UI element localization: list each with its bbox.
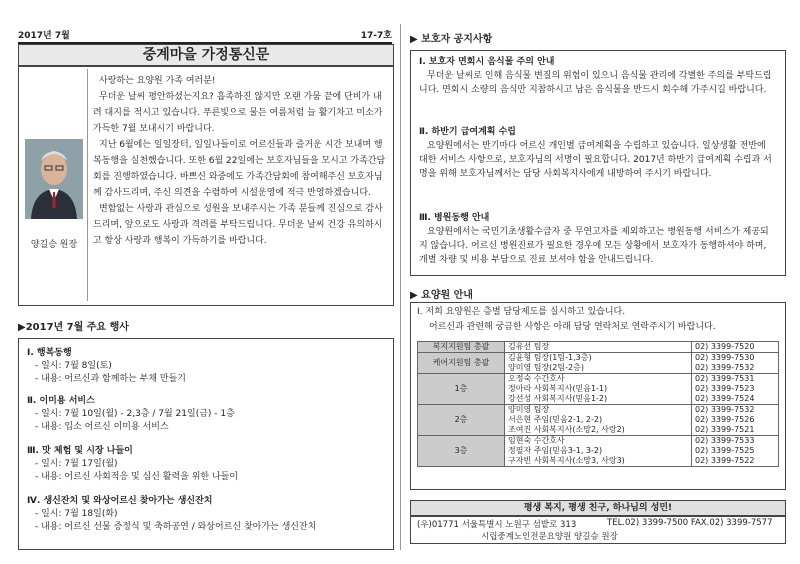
staff-cell: 양미영 팀장 서은현 주임(믿음2-1, 2-2) 조여진 사회복지사(소망2, 사랑2) — [505, 405, 692, 436]
guide-box — [410, 302, 786, 490]
letter-paragraph: 사랑하는 요양원 가족 여러분! — [99, 76, 216, 86]
guide-intro — [417, 305, 777, 335]
letter-body — [93, 73, 387, 249]
notice-title: ▶ 보호자 공지사항 — [410, 34, 493, 45]
guide-title: ▶ 요양원 안내 — [410, 290, 473, 301]
staff-cell: 임현숙 수간호사 정필자 주임(믿음3-1, 3-2) 구자빈 사회복지사(소망3, 사랑3) — [505, 436, 692, 467]
notice-item — [419, 125, 777, 181]
letter-paragraph: 무더운 날씨 평안하셨는지요? 흡족하진 않지만 오랜 가뭄 끝에 단비가 내려 대지를 적시고 있습니다. 푸른빛으로 물든 여름처럼 늘 활기차고 미소가 가득한 7월 보내시기 바랍니다. — [93, 92, 383, 134]
event-heading: Ⅳ. 생신잔치 및 와상어르신 찾아가는 생신잔치 — [27, 496, 213, 506]
notice-item — [419, 55, 777, 97]
event-item — [27, 345, 387, 384]
events-box — [18, 338, 394, 550]
notice-item — [419, 211, 777, 267]
event-line: - 내용: 어르신 선물 증정식 및 축하공연 / 와상어르신 찾아가는 생신잔치 — [35, 522, 317, 532]
letter-paragraph: 지난 6월에는 일일장터, 일일나들이로 어르신들과 즐거운 시간 보내며 행복동행을 실천했습니다. 또한 6월 22일에는 보호자님들을 모시고 가족간담회를 진행하였습니다. 바쁘신 와중에도 가족간담회에 참여해주신 보호자님께 감사드리며, 주신 의견을 수렴하여 시설운영에 적극 반영하겠습니다. — [93, 140, 386, 198]
footer-org: 시립중계노인전문요양원 양길승 원장 — [481, 532, 618, 542]
dept-cell: 케어지원팀 총괄 — [418, 353, 505, 374]
event-line: - 일시: 7월 17일(월) — [35, 459, 118, 469]
table-row — [418, 374, 779, 405]
notice-heading: Ⅲ. 병원동행 안내 — [419, 213, 490, 223]
issue-date: 2017년 7월 — [18, 31, 70, 41]
director-photo-frame — [21, 69, 88, 301]
tel-cell: 02) 3399-7533 02) 3399-7525 02) 3399-7522 — [692, 436, 779, 467]
newsletter-header — [18, 28, 392, 44]
dept-cell: 3층 — [418, 436, 505, 467]
event-line: - 일시: 7월 8일(토) — [35, 361, 112, 371]
director-letter — [18, 66, 394, 306]
notice-text: 요양원에서는 국민기초생활수급자 중 무연고자를 제외하고는 병원동행 서비스가 제공되지 않습니다. 어르신 병원진료가 필요한 경우에 모든 상황에서 보호자가 동행하셔야 하며, 개별 차량 및 비용 부담으로 진료 보셔야 함을 안내드립니다. — [419, 227, 769, 265]
dept-cell: 2층 — [418, 405, 505, 436]
event-line: - 일시: 7월 10일(월) - 2,3층 / 7월 21일(금) - 1층 — [35, 409, 235, 419]
table-row — [418, 353, 779, 374]
table-row — [418, 436, 779, 467]
notice-text: 무더운 날씨로 인해 음식물 변질의 위험이 있으니 음식물 관리에 각별한 주의를 부탁드립니다. 면회시 소량의 음식만 지참하시고 남은 음식물을 반드시 회수해 가주시길 바랍니다. — [419, 71, 772, 95]
slogan-banner: 평생 복지, 평생 친구, 하나님의 성민! — [410, 500, 786, 516]
event-item — [27, 443, 387, 482]
footer-tel: TEL.02) 3399-7500 FAX.02) 3399-7577 — [607, 518, 773, 528]
staff-cell: 오정숙 수간호사 정아라 사회복지사(믿음1-1) 강선성 사회복지사(믿음1-2) — [505, 374, 692, 405]
table-row — [418, 342, 779, 353]
event-line: - 내용: 어르신과 함께하는 부채 만들기 — [35, 374, 186, 384]
dept-cell: 복지지원팀 총괄 — [418, 342, 505, 353]
director-caption: 양길승 원장 — [30, 240, 78, 250]
staff-contact-table — [417, 341, 779, 467]
guide-intro-line: 어르신과 관련해 궁금한 사항은 아래 담당 연락처로 연락주시기 바랍니다. — [429, 322, 716, 332]
event-item — [27, 493, 387, 532]
event-heading: Ⅰ. 행복동행 — [27, 348, 72, 358]
tel-cell: 02) 3399-7532 02) 3399-7526 02) 3399-7521 — [692, 405, 779, 436]
notice-heading: Ⅰ. 보호자 면회시 음식물 주의 안내 — [419, 57, 555, 67]
footer-box — [410, 516, 786, 544]
guide-intro-line: Ⅰ. 저희 요양원은 층별 담당제도를 실시하고 있습니다. — [417, 307, 626, 317]
event-line: - 내용: 어르신 사회적응 및 심신 활력을 위한 나들이 — [35, 472, 239, 482]
staff-cell: 김윤형 팀장(1팀-1,3층) 양미영 팀장(2팀-2층) — [505, 353, 692, 374]
director-photo — [25, 139, 83, 219]
notice-heading: Ⅱ. 하반기 급여계획 수립 — [419, 127, 516, 137]
tel-cell: 02) 3399-7530 02) 3399-7532 — [692, 353, 779, 374]
newsletter-title: 중계마을 가정통신문 — [18, 44, 394, 66]
dept-cell: 1층 — [418, 374, 505, 405]
event-line: - 내용: 입소 어르신 이미용 서비스 — [35, 422, 169, 432]
tel-cell: 02) 3399-7520 — [692, 342, 779, 353]
event-heading: Ⅱ. 이미용 서비스 — [27, 396, 95, 406]
staff-cell: 김유선 팀장 — [505, 342, 692, 353]
tel-cell: 02) 3399-7531 02) 3399-7523 02) 3399-7524 — [692, 374, 779, 405]
letter-paragraph: 변함없는 사랑과 관심으로 성원을 보내주시는 가족 분들께 진심으로 감사드리며, 앞으로도 사랑과 격려를 부탁드립니다. 무더운 날씨 건강 유의하시고 항상 사랑과 행복이 가득하기를 바랍니다. — [93, 204, 383, 246]
event-item — [27, 393, 387, 432]
issue-number: 17-7호 — [360, 31, 392, 41]
event-line: - 일시: 7월 18일(화) — [35, 509, 118, 519]
notice-text: 요양원에서는 반기마다 어르신 개인별 급여계획을 수립하고 있습니다. 일상생활 전반에 대한 서비스 사항으로, 보호자님의 서명이 필요합니다. 2017년 하반기 급여계획 수립과 서명을 위해 보호자님께서는 담당 사회복지사에게 내방하여 주시기 바랍니다. — [419, 141, 772, 179]
notice-box — [410, 50, 786, 276]
footer-address: (우)01771 서울특별시 노원구 섬밭로 313 — [417, 520, 577, 530]
table-row — [418, 405, 779, 436]
events-title: ▶2017년 7월 주요 행사 — [18, 322, 129, 333]
event-heading: Ⅲ. 맛 체험 및 시장 나들이 — [27, 446, 133, 456]
column-divider — [400, 24, 401, 550]
